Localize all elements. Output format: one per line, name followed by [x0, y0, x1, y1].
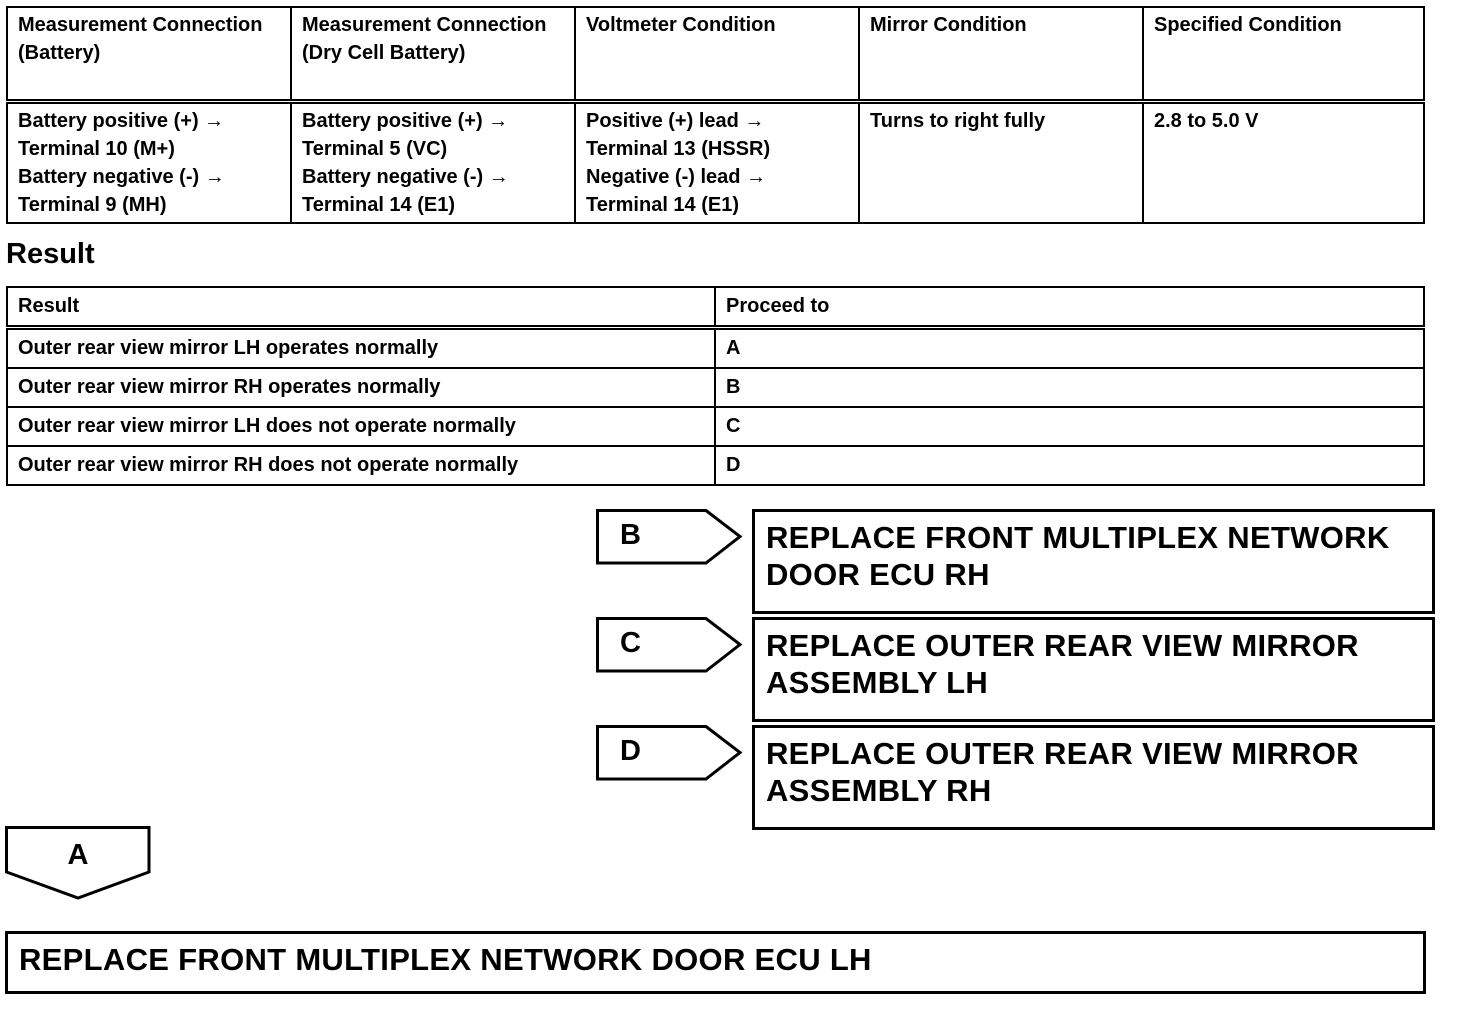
- result-cell: Outer rear view mirror LH does not operate normally: [7, 407, 715, 446]
- cell-specified-condition: 2.8 to 5.0 V: [1143, 102, 1424, 224]
- result-heading: Result: [6, 238, 95, 270]
- action-box-replace-mirror-lh: [752, 617, 1435, 722]
- arrow-right-icon: [596, 509, 743, 565]
- action-box-replace-door-ecu-lh: REPLACE FRONT MULTIPLEX NETWORK DOOR ECU LH: [5, 931, 1426, 994]
- header-specified-condition: Specified Condition: [1143, 7, 1424, 102]
- table-row: [7, 102, 1424, 224]
- cell-line: Terminal 14 (E1): [302, 194, 456, 216]
- proceed-cell: D: [715, 446, 1424, 485]
- proceed-cell: A: [715, 328, 1424, 369]
- action-line: REPLACE FRONT MULTIPLEX NETWORK: [766, 520, 1390, 555]
- table-header-row: [7, 287, 1424, 328]
- action-line: REPLACE OUTER REAR VIEW MIRROR: [766, 628, 1359, 663]
- branch-tag-label: B: [620, 519, 641, 551]
- table-row: [7, 328, 1424, 369]
- table-row: [7, 368, 1424, 407]
- branch-tag-label: C: [620, 627, 641, 659]
- result-cell: Outer rear view mirror LH operates normally: [7, 328, 715, 369]
- action-line: ASSEMBLY RH: [766, 773, 992, 808]
- cell-dry-cell-connection: [291, 102, 575, 224]
- header-voltmeter-condition: Voltmeter Condition: [575, 7, 859, 102]
- header-mirror-condition: Mirror Condition: [859, 7, 1143, 102]
- cell-line: Battery positive (+) →: [302, 110, 509, 132]
- branch-tag-label: D: [620, 735, 641, 767]
- cell-line: Terminal 10 (M+): [18, 138, 175, 160]
- header-proceed-to: Proceed to: [715, 287, 1424, 328]
- cell-mirror-condition: Turns to right fully: [859, 102, 1143, 224]
- branch-tag-b[interactable]: [596, 509, 743, 565]
- header-measurement-connection-battery: Measurement Connection (Battery): [7, 7, 291, 102]
- arrow-right-icon: [596, 617, 743, 673]
- result-cell: Outer rear view mirror RH operates normally: [7, 368, 715, 407]
- action-line: ASSEMBLY LH: [766, 665, 989, 700]
- branch-tag-c[interactable]: [596, 617, 743, 673]
- cell-line: Terminal 14 (E1): [586, 194, 740, 216]
- table-header-row: [7, 7, 1424, 102]
- header-measurement-connection-dry-cell: Measurement Connection (Dry Cell Battery): [291, 7, 575, 102]
- cell-battery-connection: [7, 102, 291, 224]
- arrow-right-icon: [596, 725, 743, 781]
- cell-line: Negative (-) lead →: [586, 166, 767, 188]
- action-line: REPLACE OUTER REAR VIEW MIRROR: [766, 736, 1359, 771]
- action-line: DOOR ECU RH: [766, 557, 990, 592]
- branch-tag-a[interactable]: [5, 826, 151, 900]
- cell-line: Terminal 5 (VC): [302, 138, 448, 160]
- branch-tag-label: A: [67, 839, 89, 871]
- result-table: [6, 286, 1425, 486]
- specified-condition-table: [6, 6, 1425, 224]
- cell-line: Battery positive (+) →: [18, 110, 225, 132]
- action-box-replace-door-ecu-rh: [752, 509, 1435, 614]
- table-row: [7, 407, 1424, 446]
- header-result: Result: [7, 287, 715, 328]
- cell-line: Positive (+) lead →: [586, 110, 765, 132]
- cell-line: Terminal 13 (HSSR): [586, 138, 771, 160]
- proceed-cell: C: [715, 407, 1424, 446]
- cell-line: Terminal 9 (MH): [18, 194, 167, 216]
- result-cell: Outer rear view mirror RH does not operate normally: [7, 446, 715, 485]
- branch-tag-d[interactable]: [596, 725, 743, 781]
- action-box-replace-mirror-rh: [752, 725, 1435, 830]
- cell-voltmeter-condition: [575, 102, 859, 224]
- cell-line: Battery negative (-) →: [18, 166, 225, 188]
- cell-line: Battery negative (-) →: [302, 166, 509, 188]
- table-row: [7, 446, 1424, 485]
- proceed-cell: B: [715, 368, 1424, 407]
